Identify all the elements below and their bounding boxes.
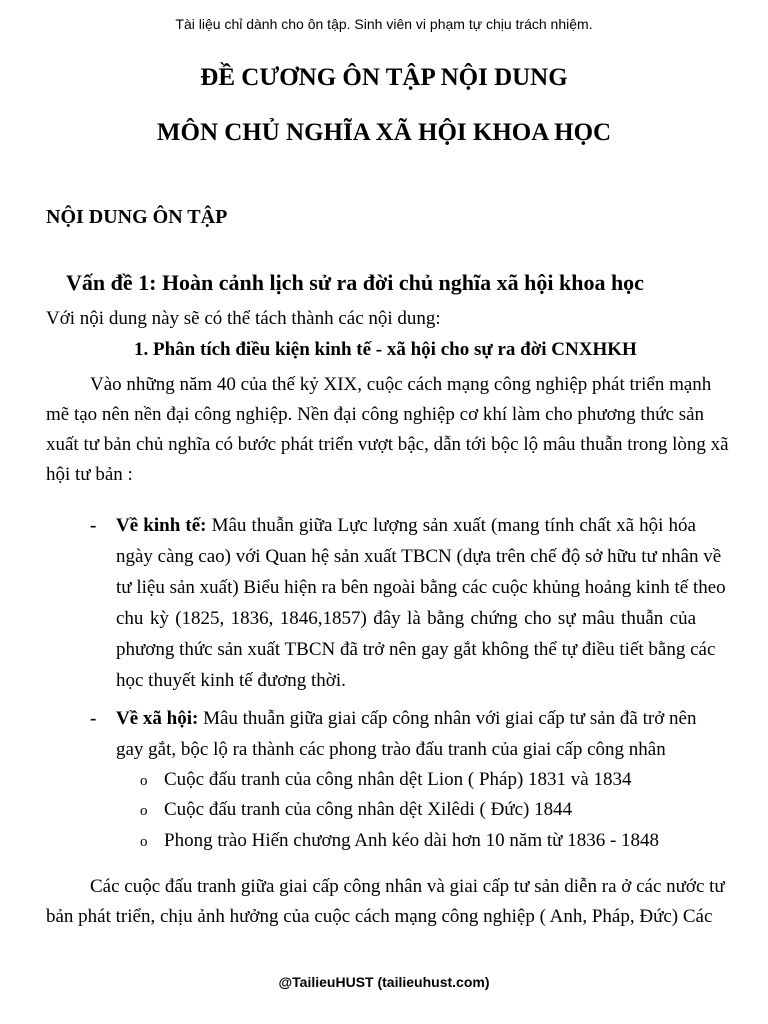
sub-bullet-chartism (140, 826, 659, 857)
bullet-body (116, 510, 726, 696)
bullet-text: Mâu thuẫn giữa giai cấp công nhân với giai cấp tư sản đã trở nên (198, 708, 697, 729)
sub-bullet-text: Cuộc đấu tranh của công nhân dệt Lion ( Pháp) 1831 và 1834 (164, 769, 632, 790)
bullet-line: học thuyết kinh tế đương thời. (116, 670, 346, 691)
sub-bullet-text: Phong trào Hiến chương Anh kéo dài hơn 10 năm từ 1836 - 1848 (164, 830, 660, 851)
bullet-line: tư liệu sản xuất) Biểu hiện ra bên ngoài bằng các cuộc khủng hoảng kinh tế theo (116, 577, 726, 598)
sub-bullet-silesia (140, 795, 572, 826)
bullet-line: ngày càng cao) với Quan hệ sản xuất TBCN (dựa trên chế độ sở hữu tư nhân về (116, 546, 722, 567)
usage-notice: Tài liệu chỉ dành cho ôn tập. Sinh viên vi phạm tự chịu trách nhiệm. (175, 16, 593, 32)
paragraph-line: bản phát triển, chịu ảnh hưởng của cuộc cách mạng công nghiệp ( Anh, Pháp, Đức) Các (46, 906, 713, 927)
bullet-label: Về kinh tế: (116, 515, 207, 536)
bullet-body (116, 703, 696, 765)
bullet-label: Về xã hội: (116, 708, 199, 729)
numbered-subheading: 1. Phân tích điều kiện kinh tế - xã hội cho sự ra đời CNXHKH (134, 339, 637, 360)
document-title-line-2: MÔN CHỦ NGHĨA XÃ HỘI KHOA HỌC (156, 119, 612, 146)
circle-bullet-icon: o (140, 803, 148, 819)
bullet-text: Mâu thuẫn giữa Lực lượng sản xuất (mang tính chất xã hội hóa (206, 515, 696, 536)
paragraph-line: Các cuộc đấu tranh giữa giai cấp công nhân và giai cấp tư sản diễn ra ở các nước tư (90, 876, 725, 897)
intro-text: Với nội dung này sẽ có thể tách thành các nội dung: (46, 308, 441, 329)
paragraph-line: hội tư bản : (46, 464, 133, 485)
paragraph-line: xuất tư bản chủ nghĩa có bước phát triển vượt bậc, dẫn tới bộc lộ mâu thuẫn trong lòng xã (46, 434, 729, 455)
bullet-line (116, 703, 696, 734)
circle-bullet-icon: o (140, 834, 148, 850)
bullet-line (116, 510, 696, 541)
bullet-line: chu kỳ (1825, 1836, 1846,1857) đây là bằng chứng cho sự mâu thuẫn của (116, 608, 696, 629)
bullet-line: phương thức sản xuất TBCN đã trở nên gay gắt không thể tự điều tiết bằng các (116, 639, 716, 660)
sub-bullet-text: Cuộc đấu tranh của công nhân dệt Xilêdi ( Đức) 1844 (164, 799, 573, 820)
circle-bullet-icon: o (140, 773, 148, 789)
footer-watermark: @TailieuHUST (tailieuhust.com) (278, 974, 490, 990)
paragraph-line: mẽ tạo nên nền đại công nghiệp. Nền đại công nghiệp cơ khí làm cho phương thức sản (46, 404, 705, 425)
section-heading: NỘI DUNG ÔN TẬP (46, 206, 228, 228)
paragraph-class-struggles (46, 872, 725, 932)
document-title-line-1: ĐỀ CƯƠNG ÔN TẬP NỘI DUNG (200, 64, 568, 91)
paragraph-line: Vào những năm 40 của thế kỷ XIX, cuộc cách mạng công nghiệp phát triển mạnh (90, 374, 712, 395)
issue-heading: Vấn đề 1: Hoàn cảnh lịch sử ra đời chủ nghĩa xã hội khoa học (66, 270, 644, 295)
bullet-dash: - (90, 708, 97, 729)
paragraph-economic-social-conditions (46, 370, 729, 490)
bullet-line: gay gắt, bộc lộ ra thành các phong trào đấu tranh của giai cấp công nhân (116, 739, 666, 760)
sub-bullet-lyon (140, 765, 632, 796)
bullet-dash: - (90, 515, 97, 536)
